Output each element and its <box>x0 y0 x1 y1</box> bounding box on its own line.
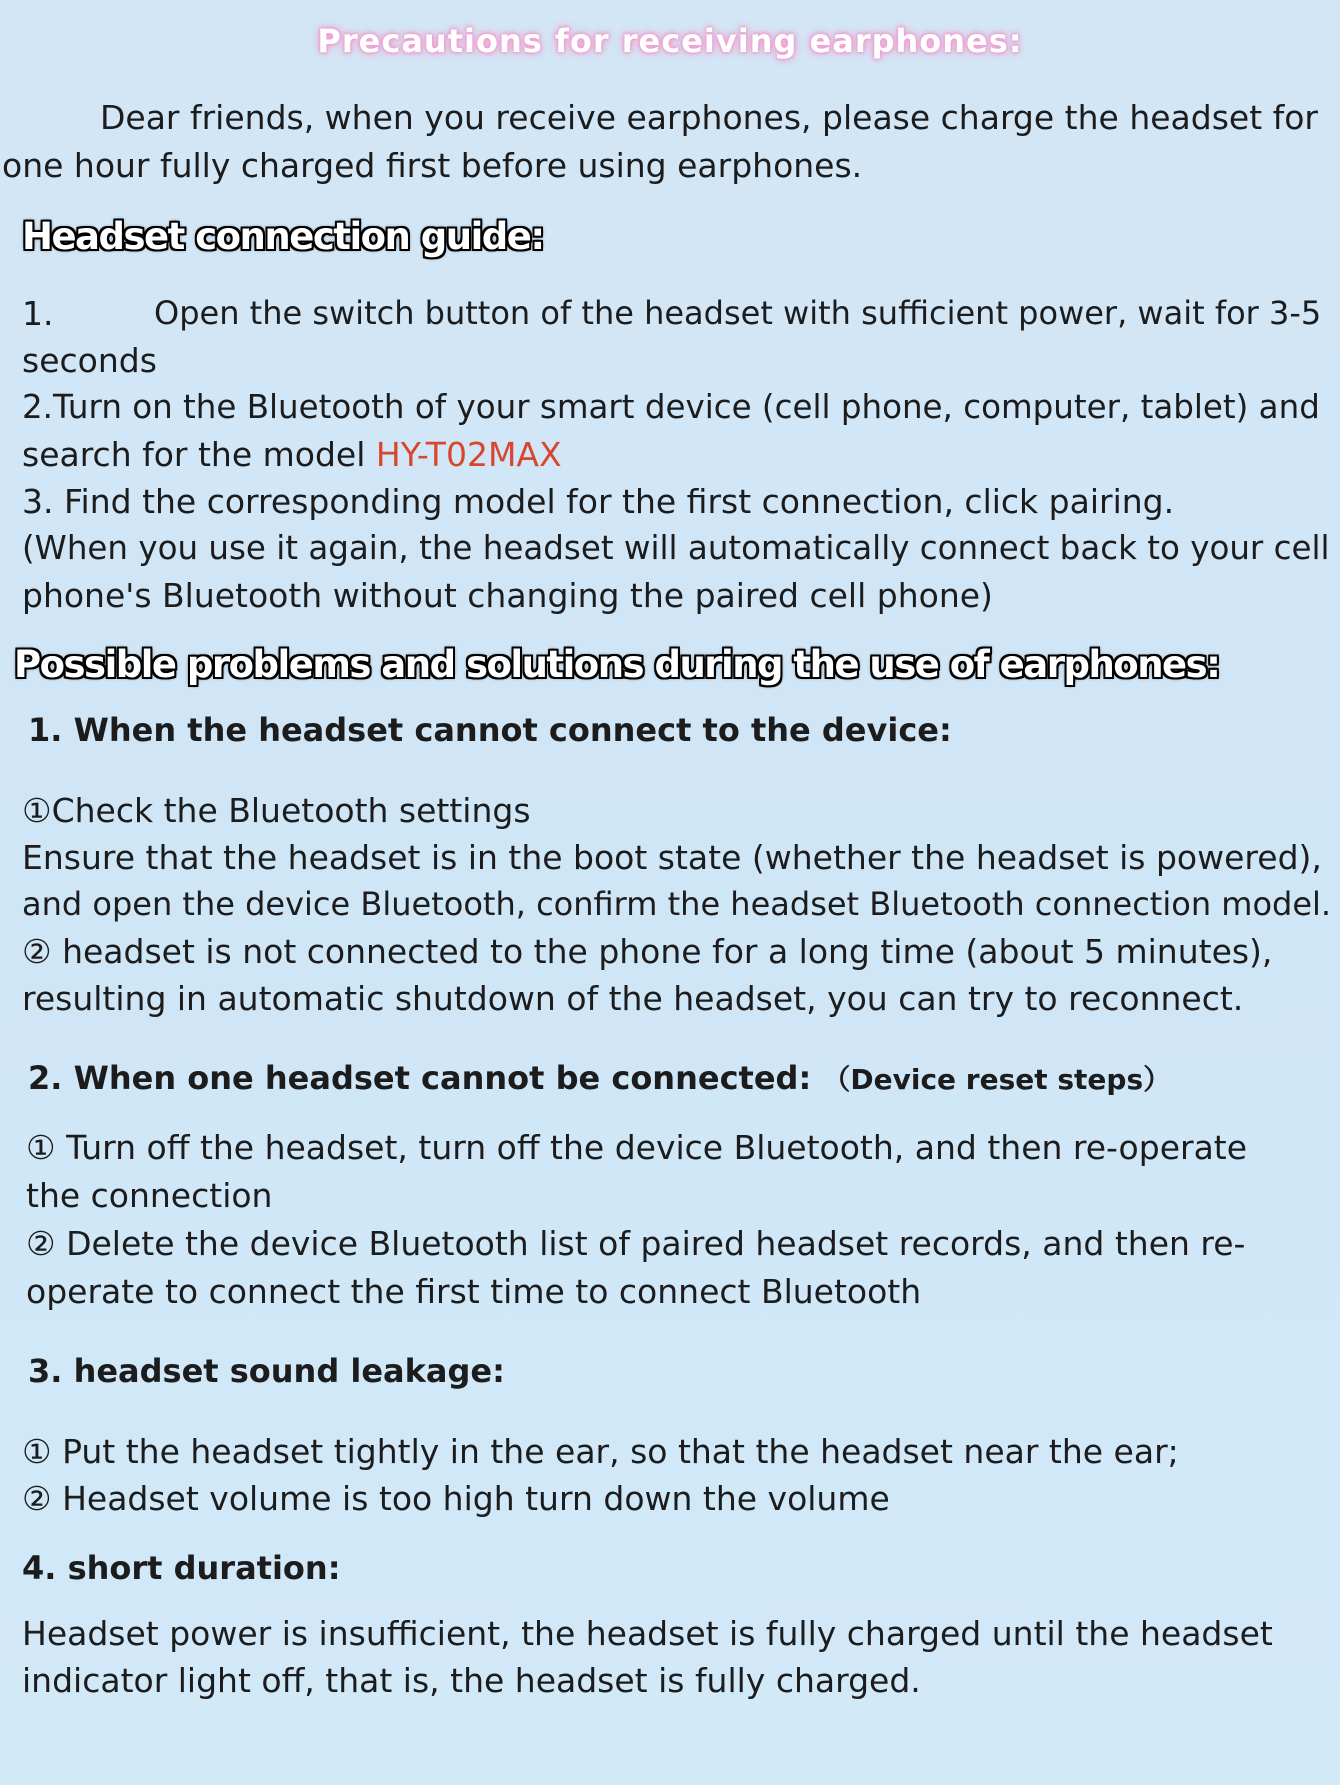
intro-line-1: Dear friends, when you receive earphones, please charge the headset for <box>100 98 1319 137</box>
problem-2-title-text: 2. When one headset cannot be connected: <box>28 1059 812 1097</box>
problem-4-line: indicator light off, that is, the headset is fully charged. <box>22 1661 921 1700</box>
intro-line-2: one hour fully charged first before using earphones. <box>2 146 863 185</box>
problem-4-line: Headset power is insufficient, the headset is fully charged until the headset <box>22 1614 1273 1653</box>
problems-heading: Possible problems and solutions during the use of earphones: <box>14 643 1220 686</box>
step2-line-2 <box>22 431 562 478</box>
problem-2-line: operate to connect the first time to connect Bluetooth <box>26 1272 922 1311</box>
problem-1-line: and open the device Bluetooth, confirm the headset Bluetooth connection model. <box>22 885 1332 923</box>
step2-prefix: search for the model <box>22 435 376 474</box>
problem-1-line: ② headset is not connected to the phone for a long time (about 5 minutes), <box>22 932 1273 971</box>
problem-2-line: the connection <box>26 1176 273 1215</box>
model-number: HY-T02MAX <box>375 435 562 474</box>
problem-3-title: 3. headset sound leakage: <box>28 1352 505 1390</box>
note-line-2: phone's Bluetooth without changing the paired cell phone) <box>22 576 993 615</box>
problem-1-line: resulting in automatic shutdown of the headset, you can try to reconnect. <box>22 979 1244 1018</box>
problem-2-line: ② Delete the device Bluetooth list of paired headset records, and then re- <box>26 1224 1246 1263</box>
problem-2-title <box>28 1058 1171 1098</box>
step1-line-2: seconds <box>22 341 157 380</box>
page-title: Precautions for receiving earphones: <box>317 22 1023 60</box>
connection-guide-heading: Headset connection guide: <box>22 215 544 258</box>
problem-3-line: ① Put the headset tightly in the ear, so that the headset near the ear; <box>22 1432 1179 1471</box>
problem-1-line: ①Check the Bluetooth settings <box>22 791 531 830</box>
step1-line-1: Open the switch button of the headset with sufficient power, wait for 3-5 <box>154 294 1322 332</box>
problem-2-line: ① Turn off the headset, turn off the device Bluetooth, and then re-operate <box>26 1128 1248 1167</box>
problem-3-line: ② Headset volume is too high turn down the volume <box>22 1479 890 1518</box>
step2-line-1: 2.Turn on the Bluetooth of your smart device (cell phone, computer, tablet) and <box>22 388 1320 426</box>
problem-1-line: Ensure that the headset is in the boot state (whether the headset is powered), <box>22 838 1322 877</box>
note-line-1: (When you use it again, the headset will automatically connect back to your cell <box>22 529 1330 567</box>
step1-number: 1. <box>22 294 54 333</box>
problem-2-subtitle: （Device reset steps） <box>822 1063 1172 1096</box>
step3-line: 3. Find the corresponding model for the first connection, click pairing. <box>22 482 1175 521</box>
problem-4-title: 4. short duration: <box>22 1549 341 1587</box>
problem-1-title: 1. When the headset cannot connect to the device: <box>28 711 952 749</box>
